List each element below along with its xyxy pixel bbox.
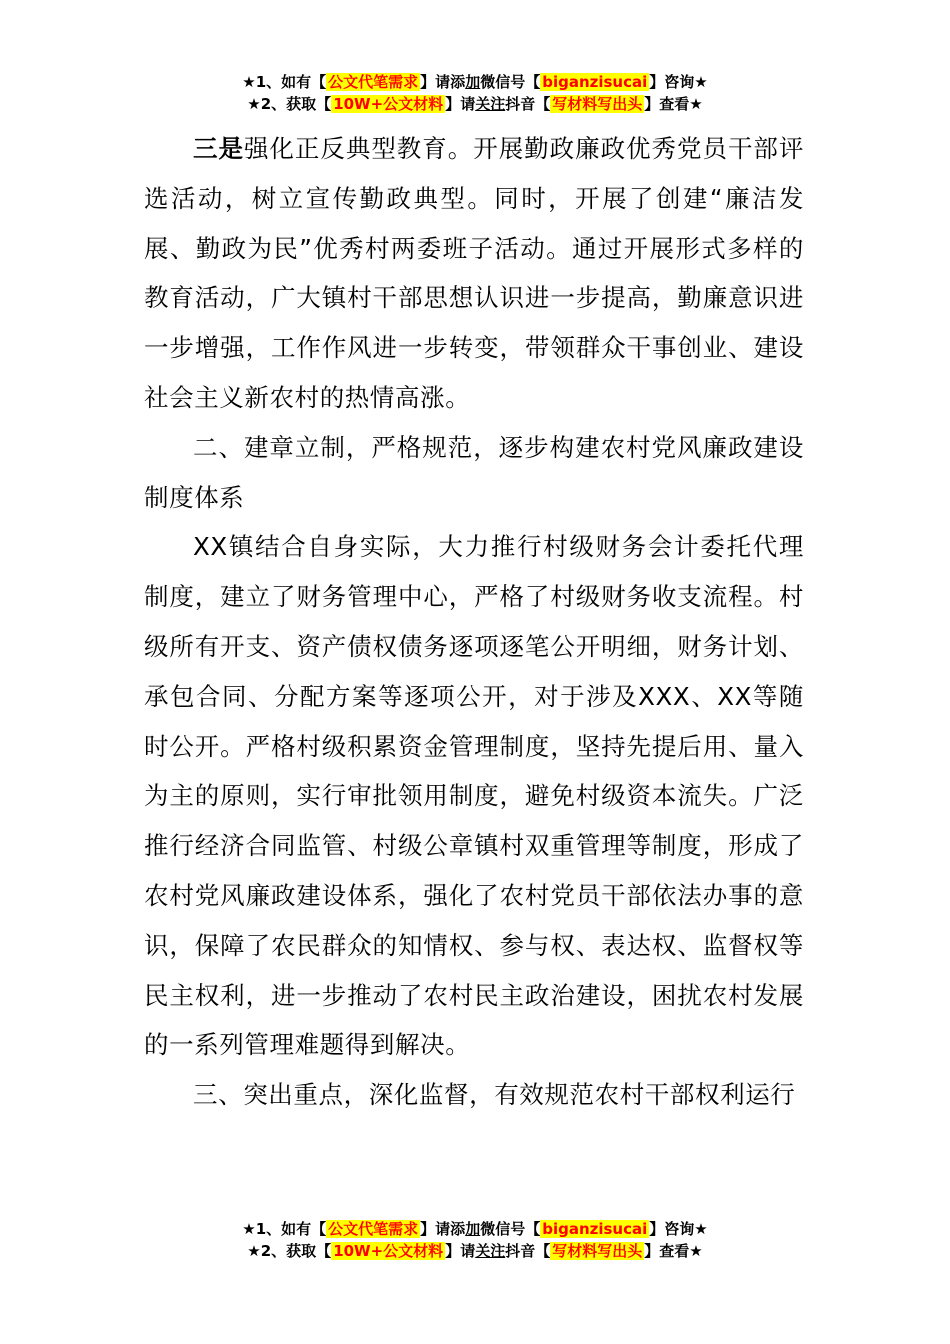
- banner-text: 抖音【: [505, 95, 551, 113]
- paragraph-text: 强化正反典型教育。开展勤政廉政优秀党员干部评选活动，树立宣传勤政典型。同时，开展了创建“廉洁发展、勤政为民”优秀村两委班子活动。通过开展形式多样的教育活动，广大镇村干部思想认识进一步提高，勤廉意识进一步增强，工作作风进一步转变，带领群众干事创业、建设社会主义新农村的热情高涨。: [144, 134, 804, 412]
- banner-underlined-text: 关注: [475, 1242, 506, 1260]
- banner-text: ★1、如有【: [242, 1220, 327, 1238]
- banner-line-2: [0, 93, 950, 115]
- banner-highlight: biganzisucai: [542, 1220, 648, 1238]
- footer-banner: [0, 1218, 950, 1262]
- header-banner: [0, 71, 950, 115]
- banner-highlight: biganzisucai: [542, 73, 648, 91]
- banner-line-1: [0, 71, 950, 93]
- banner-underlined-text: 加: [465, 1220, 481, 1238]
- banner-text: 】查看★: [644, 1242, 703, 1260]
- document-body: [144, 124, 804, 1120]
- section-heading-2: 二、建章立制，严格规范，逐步构建农村党风廉政建设制度体系: [144, 432, 804, 512]
- banner-underlined-text: 加: [465, 73, 481, 91]
- banner-text: 】请: [445, 1242, 476, 1260]
- banner-text: 抖音【: [505, 1242, 551, 1260]
- banner-text: ★2、获取【: [247, 1242, 332, 1260]
- banner-highlight: 公文代笔需求: [328, 73, 419, 91]
- banner-text: 】请添: [420, 73, 466, 91]
- paragraph-lead: 三是: [193, 134, 244, 163]
- banner-line-2: [0, 1240, 950, 1262]
- banner-text: 微信号【: [480, 1220, 541, 1238]
- banner-text: 】咨询★: [649, 73, 708, 91]
- banner-underlined-text: 关注: [475, 95, 506, 113]
- paragraph-typical-education: [144, 124, 804, 423]
- banner-text: 】请添: [420, 1220, 466, 1238]
- banner-highlight: 10W+公文材料: [333, 1242, 444, 1260]
- banner-text: 】查看★: [644, 95, 703, 113]
- banner-highlight: 写材料写出头: [552, 1242, 643, 1260]
- banner-text: 】请: [445, 95, 476, 113]
- section-heading-3: 三、突出重点，深化监督，有效规范农村干部权利运行: [193, 1080, 796, 1110]
- banner-text: ★2、获取【: [247, 95, 332, 113]
- banner-text: 微信号【: [480, 73, 541, 91]
- banner-highlight: 公文代笔需求: [328, 1220, 419, 1238]
- paragraph-finance-system: XX镇结合自身实际，大力推行村级财务会计委托代理制度，建立了财务管理中心，严格了村级财务收支流程。村级所有开支、资产债权债务逐项逐笔公开明细，财务计划、承包合同、分配方案等逐项公开，对于涉及XXX、XX等随时公开。严格村级积累资金管理制度，坚持先提后用、量入为主的原则，实行审批领用制度，避免村级资本流失。广泛推行经济合同监管、村级公章镇村双重管理等制度，形成了农村党风廉政建设体系，强化了农村党员干部依法办事的意识，保障了农民群众的知情权、参与权、表达权、监督权等民主权利，进一步推动了农村民主政治建设，困扰农村发展的一系列管理难题得到解决。: [144, 532, 804, 1060]
- banner-highlight: 写材料写出头: [552, 95, 643, 113]
- banner-text: ★1、如有【: [242, 73, 327, 91]
- banner-line-1: [0, 1218, 950, 1240]
- banner-highlight: 10W+公文材料: [333, 95, 444, 113]
- banner-text: 】咨询★: [649, 1220, 708, 1238]
